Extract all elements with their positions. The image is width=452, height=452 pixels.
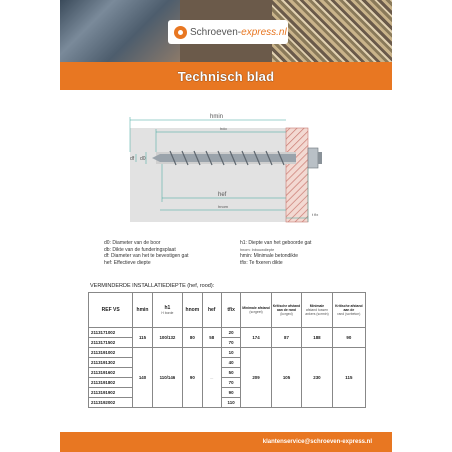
header-image-strip (60, 0, 392, 62)
legend-item: df: Diameter van het te bevestigen gat (104, 253, 189, 260)
col-crit-dist: Kritische afstand aan de rand (kcrged) (271, 293, 301, 328)
table-row: 2113191302 40 (89, 358, 366, 368)
col-crit-spacing: Kritische afstand aan de rand (scrbeton) (332, 293, 365, 328)
col-hnom: hnom (183, 293, 202, 328)
tfix-label: t fix (312, 212, 319, 217)
screw-shaft (160, 154, 296, 162)
legend-right (240, 240, 311, 266)
col-hef: hef (202, 293, 221, 328)
legend-left (104, 240, 189, 266)
table-row: 2113191802 70 (89, 378, 366, 388)
col-tfix: tfix (221, 293, 240, 328)
table-row: 2113191902 90 (89, 388, 366, 398)
screws-photo (272, 0, 392, 62)
legend-item: d0: Diameter van de boor (104, 240, 161, 246)
table-header-row (89, 293, 366, 328)
col-min-spacing: Minimale afstand tussen ankers (scrmin) (302, 293, 332, 328)
col-min-dist: Minimale afstand (scrgeet) (241, 293, 271, 328)
brand-logo (168, 20, 288, 44)
legend-item: hnom: Inbouwdiepte (240, 247, 275, 252)
col-hmin: hmin (133, 293, 152, 328)
df-label: df (130, 156, 135, 162)
col-h1: h1 H borde (152, 293, 182, 328)
logo-icon (174, 26, 187, 39)
customer-service-email[interactable]: klantenservice@schroeven-express.nl (262, 439, 372, 445)
fixture-plate (286, 128, 308, 222)
tools-photo (60, 0, 180, 62)
hef-label: hef (218, 192, 227, 198)
table-row: 2113191002 140 110/146 90 --- 10 209 105 230 115 (89, 348, 366, 358)
legend-item: hef: Effectieve diepte (104, 259, 151, 266)
screw-head (308, 148, 318, 168)
spec-table (88, 292, 366, 408)
table-row: 2113171502 70 (89, 338, 366, 348)
d0-label: d0 (140, 156, 146, 162)
concrete-base (130, 128, 286, 222)
hnom-label: hnom (218, 204, 229, 209)
table-row: 2113171002 115 100/132 80 58 20 174 87 188 90 (89, 328, 366, 338)
page-title: Technisch blad (177, 68, 275, 84)
legend-item: h1: Diepte van het geboorde gat (240, 240, 312, 246)
table-row: 2113191602 50 (89, 368, 366, 378)
legend-item: hmin: Minimale betondikte (240, 253, 299, 260)
title-banner (60, 62, 392, 90)
h-min-label: hmin (210, 114, 224, 120)
legend-item: db: Dikte van de funderingsplaat (104, 246, 176, 253)
brand-name: Schroeven-express.nl (190, 26, 287, 38)
h-d-label: hdo (220, 126, 227, 131)
table-row: 2113192002 110 (89, 398, 366, 408)
table-title: VERMINDERDE INSTALLATIEDIEPTE (hef, rood): (90, 283, 215, 289)
legend-item: tfix: Te fixeren dikte (240, 259, 283, 266)
anchor-diagram (60, 110, 392, 240)
col-ref: REF VS (89, 293, 133, 328)
footer-bar (60, 432, 392, 452)
